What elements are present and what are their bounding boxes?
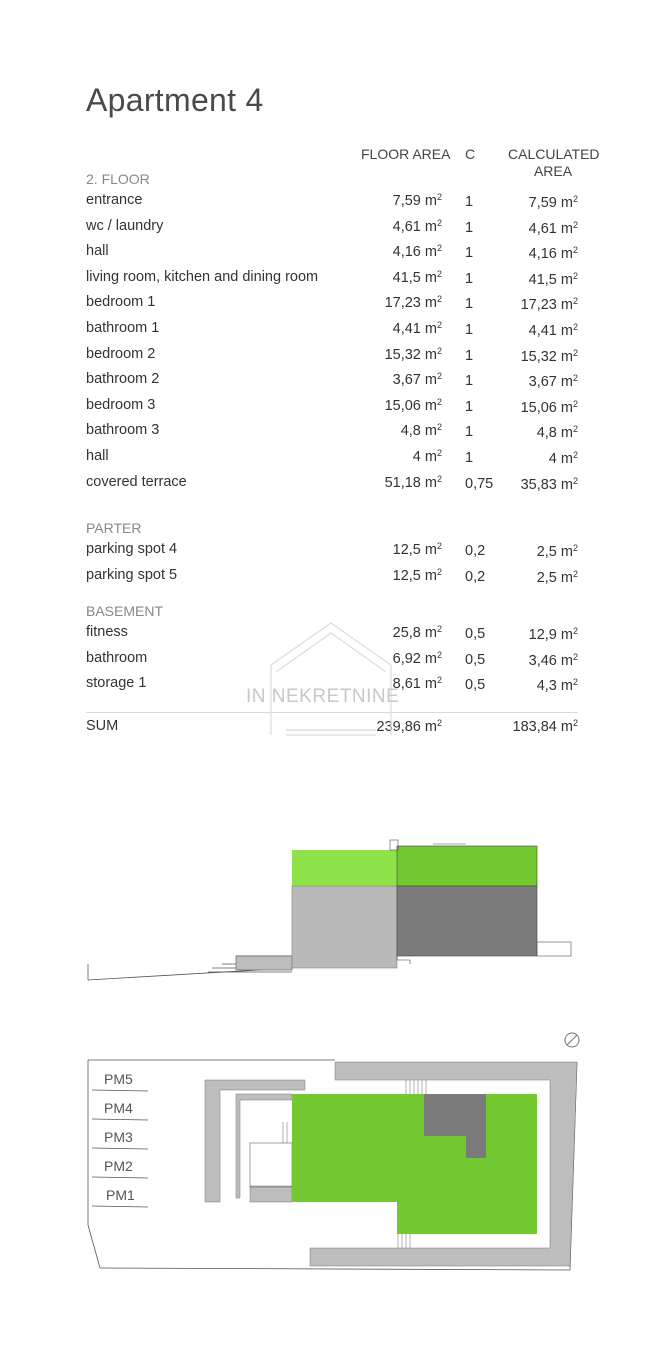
floor-area: 6,92 $m^2$ xyxy=(392,650,442,667)
coefficient: 0,2 xyxy=(465,569,486,585)
room-name: wc / laundry xyxy=(86,218,164,234)
room-name: bathroom 1 xyxy=(86,320,160,336)
floor-area: 4,41 $m^2$ xyxy=(392,320,442,337)
room-name: bathroom 3 xyxy=(86,422,160,438)
coefficient: 1 xyxy=(465,194,474,210)
room-name: fitness xyxy=(86,624,128,640)
calculated-area: 3,46 $m^2$ xyxy=(528,652,578,669)
parking-label-pm1: PM1 xyxy=(106,1187,135,1203)
room-name: bedroom 3 xyxy=(86,397,156,413)
parking-label-pm3: PM3 xyxy=(104,1129,133,1145)
coefficient: 0,5 xyxy=(465,652,486,668)
coefficient: 1 xyxy=(465,399,474,415)
coefficient: 0,5 xyxy=(465,677,486,693)
header-c: C xyxy=(465,146,476,162)
coefficient: 1 xyxy=(465,296,474,312)
floor-area: 3,67 $m^2$ xyxy=(392,371,442,388)
section-label: BASEMENT xyxy=(86,603,164,619)
room-name: storage 1 xyxy=(86,675,147,691)
room-name: parking spot 4 xyxy=(86,541,178,557)
coefficient: 1 xyxy=(465,220,474,236)
header-floor-area: FLOOR AREA xyxy=(361,146,451,162)
floor-area: 4,8 $m^2$ xyxy=(400,422,442,439)
calculated-area: 2,5 $m^2$ xyxy=(536,543,578,560)
calculated-area: 15,32 $m^2$ xyxy=(520,348,578,365)
floor-area: 25,8 $m^2$ xyxy=(392,624,442,641)
north-arrow-icon xyxy=(564,1032,580,1048)
coefficient: 1 xyxy=(465,245,474,261)
sum-floor-area: 239,86 $m^2$ xyxy=(376,718,442,735)
calculated-area: 4,8 $m^2$ xyxy=(536,424,578,441)
room-name: bathroom 2 xyxy=(86,371,160,387)
room-name: entrance xyxy=(86,192,143,208)
room-name: hall xyxy=(86,243,109,259)
page-title: Apartment 4 xyxy=(86,82,264,118)
section-label: PARTER xyxy=(86,520,142,536)
coefficient: 0,75 xyxy=(465,476,494,492)
floor-area: 17,23 $m^2$ xyxy=(384,294,442,311)
calculated-area: 4,61 $m^2$ xyxy=(528,220,578,237)
parking-label-pm2: PM2 xyxy=(104,1158,133,1174)
coefficient: 1 xyxy=(465,322,474,338)
coefficient: 1 xyxy=(465,450,474,466)
calculated-area: 4,41 $m^2$ xyxy=(528,322,578,339)
calculated-area: 4 $m^2$ xyxy=(548,450,578,467)
calculated-area: 2,5 $m^2$ xyxy=(536,569,578,586)
floor-area: 8,61 $m^2$ xyxy=(392,675,442,692)
floor-area: 41,5 $m^2$ xyxy=(392,269,442,286)
coefficient: 1 xyxy=(465,373,474,389)
coefficient: 1 xyxy=(465,271,474,287)
coefficient: 0,2 xyxy=(465,543,486,559)
room-name: parking spot 5 xyxy=(86,567,178,583)
calculated-area: 4,3 $m^2$ xyxy=(536,677,578,694)
calculated-area: 17,23 $m^2$ xyxy=(520,296,578,313)
calculated-area: 15,06 $m^2$ xyxy=(520,399,578,416)
section-label: 2. FLOOR xyxy=(86,171,150,187)
parking-label-pm5: PM5 xyxy=(104,1071,133,1087)
room-name: bathroom xyxy=(86,650,148,666)
coefficient: 1 xyxy=(465,348,474,364)
calculated-area: 4,16 $m^2$ xyxy=(528,245,578,262)
room-name: bedroom 1 xyxy=(86,294,156,310)
calculated-area: 3,67 $m^2$ xyxy=(528,373,578,390)
coefficient: 1 xyxy=(465,424,474,440)
floor-area: 15,06 $m^2$ xyxy=(384,397,442,414)
calculated-area: 7,59 $m^2$ xyxy=(528,194,578,211)
calculated-area: 41,5 $m^2$ xyxy=(528,271,578,288)
floor-area: 51,18 $m^2$ xyxy=(384,474,442,491)
floor-area: 4,16 $m^2$ xyxy=(392,243,442,260)
coefficient: 0,5 xyxy=(465,626,486,642)
floor-area: 4 $m^2$ xyxy=(412,448,442,465)
room-name: living room, kitchen and dining room xyxy=(86,269,319,285)
calculated-area: 12,9 $m^2$ xyxy=(528,626,578,643)
watermark-text: IN NEKRETNINE xyxy=(246,686,400,707)
floor-area: 4,61 $m^2$ xyxy=(392,218,442,235)
floor-area: 7,59 $m^2$ xyxy=(392,192,442,209)
header-calculated-area: CALCULATED AREA xyxy=(508,146,600,179)
sum-label: SUM xyxy=(86,718,119,734)
parking-label-pm4: PM4 xyxy=(104,1100,133,1116)
calculated-area: 35,83 $m^2$ xyxy=(520,476,578,493)
floor-area: 12,5 $m^2$ xyxy=(392,541,442,558)
room-name: covered terrace xyxy=(86,474,187,490)
room-name: hall xyxy=(86,448,109,464)
floor-area: 12,5 $m^2$ xyxy=(392,567,442,584)
floor-area: 15,32 $m^2$ xyxy=(384,346,442,363)
sum-calculated-area: 183,84 $m^2$ xyxy=(512,718,578,735)
room-name: bedroom 2 xyxy=(86,346,156,362)
